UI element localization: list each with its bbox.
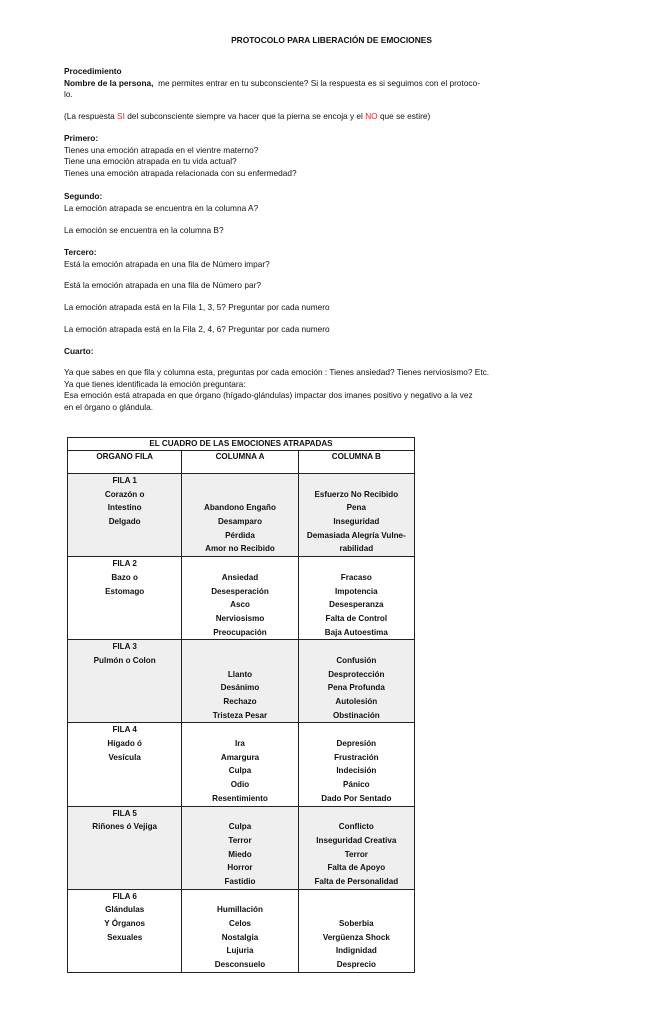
column-a-cell xyxy=(182,806,298,889)
tercero-line-3: La emoción atrapada está en la Fila 1, 3, 5? Preguntar por cada numero xyxy=(64,302,330,312)
cell-line xyxy=(68,778,181,792)
column-a-cell xyxy=(182,474,298,557)
cell-line xyxy=(68,764,181,778)
cell-line: Soberbia xyxy=(339,919,374,928)
cell-line: Ira xyxy=(235,739,245,749)
cell-line: Amargura xyxy=(220,752,260,762)
cell-line: rabilidad xyxy=(339,544,374,554)
cell-line: Celos xyxy=(228,919,252,928)
cell-line: Pena Profunda xyxy=(327,683,385,693)
cell-line: Esfuerzo No Recibido xyxy=(314,489,399,499)
cell-line xyxy=(299,474,414,488)
emotions-table xyxy=(67,437,415,973)
organ-cell xyxy=(68,806,182,889)
cell-line: Glándulas xyxy=(105,905,145,915)
cell-line: Pérdida xyxy=(225,530,255,540)
table-header-row xyxy=(68,451,415,474)
cell-line xyxy=(68,668,181,682)
cell-line: Vergüenza Shock xyxy=(322,932,390,942)
organ-cell xyxy=(68,723,182,806)
cell-line xyxy=(68,709,181,723)
segundo-line-2: La emoción se encuentra en la columna B? xyxy=(64,225,224,235)
note-si: SI xyxy=(117,111,125,121)
organ-cell xyxy=(68,474,182,557)
cell-line: Desprecio xyxy=(336,960,376,970)
cell-line: Fastidio xyxy=(224,876,256,886)
cell-line xyxy=(68,848,181,862)
cell-line: FILA 6 xyxy=(112,891,137,901)
cell-line: Fracaso xyxy=(340,572,372,582)
primero-line: Tienes una emoción atrapada relacionada con su enfermedad? xyxy=(64,167,297,178)
cuarto-line: en el órgano o glándula. xyxy=(64,401,154,412)
primero-line: Tienes una emoción atrapada en el vientre materno? xyxy=(64,144,259,155)
cell-line: Llanto xyxy=(227,669,253,679)
cell-line: Desánimo xyxy=(220,683,260,693)
cell-line: Falta de Apoyo xyxy=(327,863,386,873)
tercero-section xyxy=(64,247,504,270)
tercero-heading: Tercero: xyxy=(64,247,97,257)
note-text-3: que se estire) xyxy=(377,111,431,121)
cell-line xyxy=(182,654,297,668)
cell-line: Resentimiento xyxy=(212,793,268,803)
cell-line xyxy=(182,890,297,904)
cell-line xyxy=(299,890,414,904)
table-row xyxy=(68,474,415,557)
cell-line xyxy=(182,640,297,654)
cell-line: Baja Autoestima xyxy=(324,627,388,637)
cell-line: Lujuria xyxy=(226,946,254,956)
primero-section xyxy=(64,133,504,179)
cell-line: Desprotección xyxy=(328,669,385,679)
cell-line: Frustración xyxy=(334,752,379,762)
cell-line xyxy=(182,474,297,488)
cell-line xyxy=(68,626,181,640)
table-title: EL CUADRO DE LAS EMOCIONES ATRAPADAS xyxy=(68,438,415,451)
cuarto-heading: Cuarto: xyxy=(64,346,94,356)
cell-line: Sexuales xyxy=(107,932,143,942)
cell-line: Desconsuelo xyxy=(214,960,266,970)
cell-line: Conflicto xyxy=(338,822,374,832)
cell-line: Ansiedad xyxy=(221,572,259,582)
cell-line: Terror xyxy=(344,849,368,859)
cell-line: Odio xyxy=(230,780,250,790)
cell-line: Pena xyxy=(346,503,366,513)
cell-line xyxy=(182,488,297,502)
cell-line: Bazo o xyxy=(111,572,138,582)
cell-line xyxy=(299,640,414,654)
column-header-a: COLUMNA A xyxy=(182,451,298,474)
cell-line: FILA 2 xyxy=(112,559,137,569)
procedimiento-line-1 xyxy=(64,78,504,90)
column-b-cell xyxy=(298,889,414,972)
cell-line: Desesperación xyxy=(211,586,269,596)
segundo-heading: Segundo: xyxy=(64,191,103,201)
cell-line: Preocupación xyxy=(213,627,267,637)
cell-line: Intestino xyxy=(107,503,142,513)
response-note xyxy=(64,111,504,123)
cell-line: Tristeza Pesar xyxy=(212,710,268,720)
cell-line: Indecisión xyxy=(336,766,377,776)
column-b-cell xyxy=(298,474,414,557)
tercero-line-2: Está la emoción atrapada en una fila de Número par? xyxy=(64,280,261,290)
cell-line: Inseguridad Creativa xyxy=(316,835,397,845)
cell-line xyxy=(68,792,181,806)
cell-line: Asco xyxy=(230,600,250,610)
cell-line: Nerviosismo xyxy=(215,613,265,623)
cell-line: Amor no Recibido xyxy=(205,544,275,554)
cell-line xyxy=(299,723,414,737)
column-header-organ: ORGANO FILA xyxy=(68,451,182,474)
cell-line: Indignidad xyxy=(335,946,377,956)
procedimiento-line-2: lo. xyxy=(64,89,73,99)
cell-line xyxy=(68,542,181,556)
note-text-1: (La respuesta xyxy=(64,111,118,121)
cell-line xyxy=(68,695,181,709)
tercero-line-4: La emoción atrapada está en la Fila 2, 4, 6? Preguntar por cada numero xyxy=(64,324,330,334)
cell-line: Pulmón o Colon xyxy=(93,655,156,665)
cell-line xyxy=(68,834,181,848)
cell-line: Abandono Engaño xyxy=(204,503,276,513)
cuarto-line: Ya que sabes en que fila y columna esta, preguntas por cada emoción : Tienes ansiedad? Tienes nerviosismo? Etc. xyxy=(64,367,490,377)
cell-line: Miedo xyxy=(228,849,252,859)
cell-line: Culpa xyxy=(228,766,252,776)
cell-line xyxy=(68,612,181,626)
primero-line: Tiene una emoción atrapada en tu vida actual? xyxy=(64,156,237,166)
table-row xyxy=(68,640,415,723)
segundo-line-1: La emoción atrapada se encuentra en la columna A? xyxy=(64,202,259,213)
cell-line xyxy=(68,861,181,875)
cuarto-section xyxy=(64,346,504,358)
cell-line xyxy=(68,598,181,612)
cell-line: Humillación xyxy=(217,905,263,915)
cell-line: Riñones ó Vejiga xyxy=(92,822,158,832)
cell-line: Pánico xyxy=(343,780,370,790)
organ-cell xyxy=(68,557,182,640)
cell-line xyxy=(68,681,181,695)
column-a-cell xyxy=(182,640,298,723)
cell-line: Demasiada Alegría Vulne- xyxy=(306,530,406,540)
cell-line: Estomago xyxy=(105,586,145,596)
note-text-2: del subconsciente siempre va hacer que la pierna se encoja y el xyxy=(124,111,366,121)
cell-line: Impotencia xyxy=(334,586,378,596)
cell-line xyxy=(299,807,414,821)
cell-line xyxy=(68,529,181,543)
cell-line xyxy=(68,944,181,958)
column-a-cell xyxy=(182,723,298,806)
table-row xyxy=(68,806,415,889)
table-row xyxy=(68,723,415,806)
cell-line xyxy=(182,723,297,737)
column-b-cell xyxy=(298,557,414,640)
column-b-cell xyxy=(298,723,414,806)
cell-line: Y Órganos xyxy=(104,919,146,928)
cell-line: Terror xyxy=(228,835,252,845)
primero-heading: Primero: xyxy=(64,133,99,143)
note-no: NO xyxy=(365,111,378,121)
cell-line: Autolesión xyxy=(335,697,378,706)
cell-line: Obstinación xyxy=(332,710,380,720)
cell-line: FILA 1 xyxy=(112,476,137,485)
table-body xyxy=(68,474,415,973)
cell-line: Falta de Personalidad xyxy=(314,876,399,886)
column-a-cell xyxy=(182,557,298,640)
procedimiento-section xyxy=(64,66,504,101)
cell-line: Corazón o xyxy=(104,489,145,499)
cell-line: Delgado xyxy=(108,517,141,527)
column-header-b: COLUMNA B xyxy=(298,451,414,474)
column-b-cell xyxy=(298,806,414,889)
cell-line: Desamparo xyxy=(217,517,263,527)
cell-line: Nostalgia xyxy=(221,932,259,942)
cell-line: Hígado ó xyxy=(107,739,142,749)
cell-line: FILA 3 xyxy=(112,642,137,652)
person-name-label: Nombre de la persona, xyxy=(64,77,154,88)
cell-line: Dado Por Sentado xyxy=(321,793,392,803)
organ-cell xyxy=(68,640,182,723)
cell-line xyxy=(299,557,414,571)
cell-line: Horror xyxy=(227,863,253,873)
column-b-cell xyxy=(298,640,414,723)
cell-line: Falta de Control xyxy=(325,613,388,623)
cuarto-line: Ya que tienes identificada la emoción preguntara: xyxy=(64,378,246,389)
table-row xyxy=(68,557,415,640)
organ-cell xyxy=(68,889,182,972)
cell-line xyxy=(68,875,181,889)
cell-line: Culpa xyxy=(228,822,252,832)
cell-line: FILA 5 xyxy=(112,808,137,818)
segundo-section xyxy=(64,191,504,214)
column-a-cell xyxy=(182,889,298,972)
cell-line: Rechazo xyxy=(223,697,257,706)
cell-line xyxy=(182,557,297,571)
cell-line xyxy=(68,958,181,972)
cell-line: Depresión xyxy=(336,739,377,749)
cell-line xyxy=(182,807,297,821)
cell-line: Confusión xyxy=(336,655,377,665)
table-row xyxy=(68,889,415,972)
cell-line: Desesperanza xyxy=(329,600,384,610)
tercero-line-1: Está la emoción atrapada en una fila de Número impar? xyxy=(64,258,270,269)
cell-line: Inseguridad xyxy=(333,517,380,527)
cell-line: Vesícula xyxy=(108,752,141,762)
procedimiento-line-1-text: me permites entrar en tu subconsciente? Si la respuesta es si seguimos con el protoco- xyxy=(153,77,480,88)
cuarto-line: Esa emoción está atrapada en que órgano (hígado-glándulas) impactar dos imanes positivo y negativo a la vez xyxy=(64,390,473,400)
cell-line: FILA 4 xyxy=(112,725,137,735)
document-title: PROTOCOLO PARA LIBERACIÓN DE EMOCIONES xyxy=(231,35,432,45)
procedimiento-heading: Procedimiento xyxy=(64,66,122,76)
cell-line xyxy=(299,903,414,917)
